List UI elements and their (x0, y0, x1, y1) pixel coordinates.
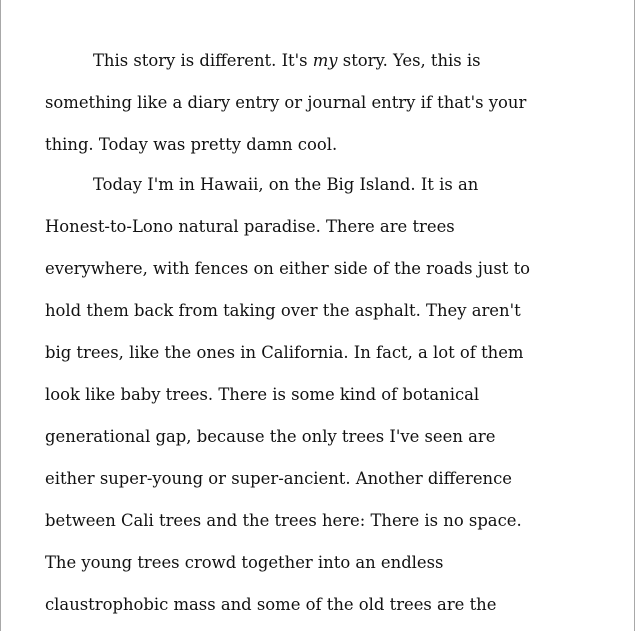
paragraph-2-line-8: either super-young or super-ancient. Another difference (45, 469, 512, 488)
paragraph-2-line-1: Today I'm in Hawaii, on the Big Island. It is an (93, 175, 479, 194)
document-body (45, 48, 605, 634)
paragraph-1-line-2: something like a diary entry or journal entry if that's your (45, 93, 527, 112)
paragraph-1-line-1 (45, 48, 605, 90)
paragraph-2-line-5: big trees, like the ones in California. In fact, a lot of them (45, 343, 524, 362)
paragraph-2-line-6: look like baby trees. There is some kind of botanical (45, 385, 480, 404)
text-run: story. Yes, this is (337, 51, 481, 70)
paragraph-2-line-7: generational gap, because the only trees I've seen are (45, 427, 496, 446)
italic-text-run: my (312, 51, 338, 70)
paragraph-2-line-4: hold them back from taking over the asphalt. They aren't (45, 301, 521, 320)
text-run: This story is different. It's (93, 51, 313, 70)
paragraph-2-line-11: claustrophobic mass and some of the old trees are the (45, 595, 497, 614)
paragraph-2-line-10: The young trees crowd together into an endless (45, 553, 444, 572)
paragraph-2-line-3: everywhere, with fences on either side of the roads just to (45, 259, 531, 278)
paragraph-2-line-9: between Cali trees and the trees here: There is no space. (45, 511, 522, 530)
paragraph-1-line-3: thing. Today was pretty damn cool. (45, 135, 338, 154)
paragraph-2-line-2: Honest-to-Lono natural paradise. There are trees (45, 217, 455, 236)
